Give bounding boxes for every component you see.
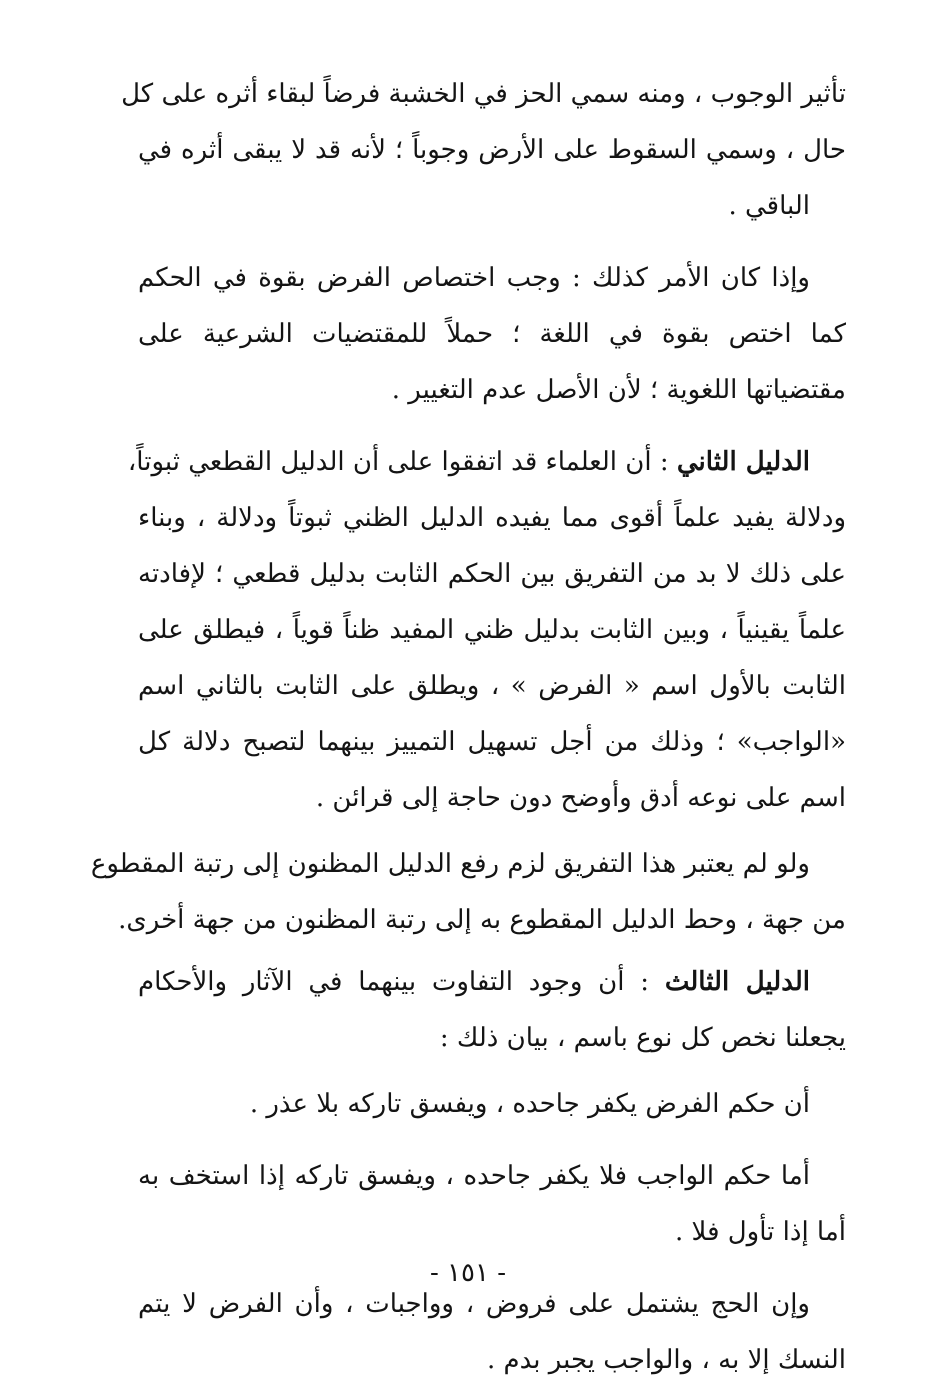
text-line: «الواجب» ؛ وذلك من أجل تسهيل التمييز بينهما لتصبح دلالة كل [138,727,846,757]
text-line: تأثير الوجوب ، ومنه سمي الحز في الخشبة فرضاً لبقاء أثره على كل [121,79,846,109]
paragraph-1 [121,66,846,234]
text-line: وإن الحج يشتمل على فروض ، وواجبات ، وأن الفرض لا يتم [138,1289,810,1319]
text-line: مقتضياتها اللغوية ؛ لأن الأصل عدم التغيير . [391,375,846,405]
text-line: يجعلنا نخص كل نوع باسم ، بيان ذلك : [439,1023,846,1053]
text-line: الباقي . [728,191,810,221]
text-line: على ذلك لا بد من التفريق بين الحكم الثابت بدليل قطعي ؛ لإفادته [138,559,846,589]
paragraph-4 [90,836,846,948]
text-line: حال ، وسمي السقوط على الأرض وجوباً ؛ لأنه قد لا يبقى أثره في [138,135,846,165]
section-heading: الدليل الثالث [664,967,811,997]
text-line: أن حكم الفرض يكفر جاحده ، ويفسق تاركه بلا عذر . [249,1089,810,1119]
paragraph-7 [138,1148,846,1260]
text-line: النسك إلا به ، والواجب يجبر بدم . [487,1345,846,1375]
page-number: - ١٥١ - [429,1258,507,1288]
page-body [90,66,846,1388]
paragraph-2 [138,250,846,418]
paragraph-5 [138,954,846,1066]
text-line: كما اختص بقوة في اللغة ؛ حملاً للمقتضيات الشرعية على [138,319,846,349]
text-line: الثابت بالأول اسم « الفرض » ، ويطلق على الثابت بالثاني اسم [138,671,846,701]
paragraph-8 [138,1276,846,1388]
section-heading: الدليل الثاني [676,447,810,477]
paragraph-6 [138,1076,846,1132]
text-line: اسم على نوعه أدق وأوضح دون حاجة إلى قرائن . [315,783,846,813]
text-line: : أن العلماء قد اتفقوا على أن الدليل القطعي ثبوتاً، [127,447,677,477]
text-line: ولو لم يعتبر هذا التفريق لزم رفع الدليل المظنون إلى رتبة المقطوع [90,849,810,879]
text-line: أما حكم الواجب فلا يكفر جاحده ، ويفسق تاركه إذا استخف به [138,1161,810,1191]
text-line: أما إذا تأول فلا . [675,1217,846,1247]
text-line: : أن وجود التفاوت بينهما في الآثار والأحكام [138,967,665,997]
paragraph-3 [127,434,846,826]
text-line: وإذا كان الأمر كذلك : وجب اختصاص الفرض بقوة في الحكم [138,263,810,293]
text-line: علماً يقينياً ، وبين الثابت بدليل ظني المفيد ظناً قوياً ، فيطلق على [138,615,846,645]
text-line: ودلالة يفيد علماً أقوى مما يفيده الدليل الظني ثبوتاً ودلالة ، وبناء [138,503,846,533]
text-line: من جهة ، وحط الدليل المقطوع به إلى رتبة المظنون من جهة أخرى. [118,905,846,935]
